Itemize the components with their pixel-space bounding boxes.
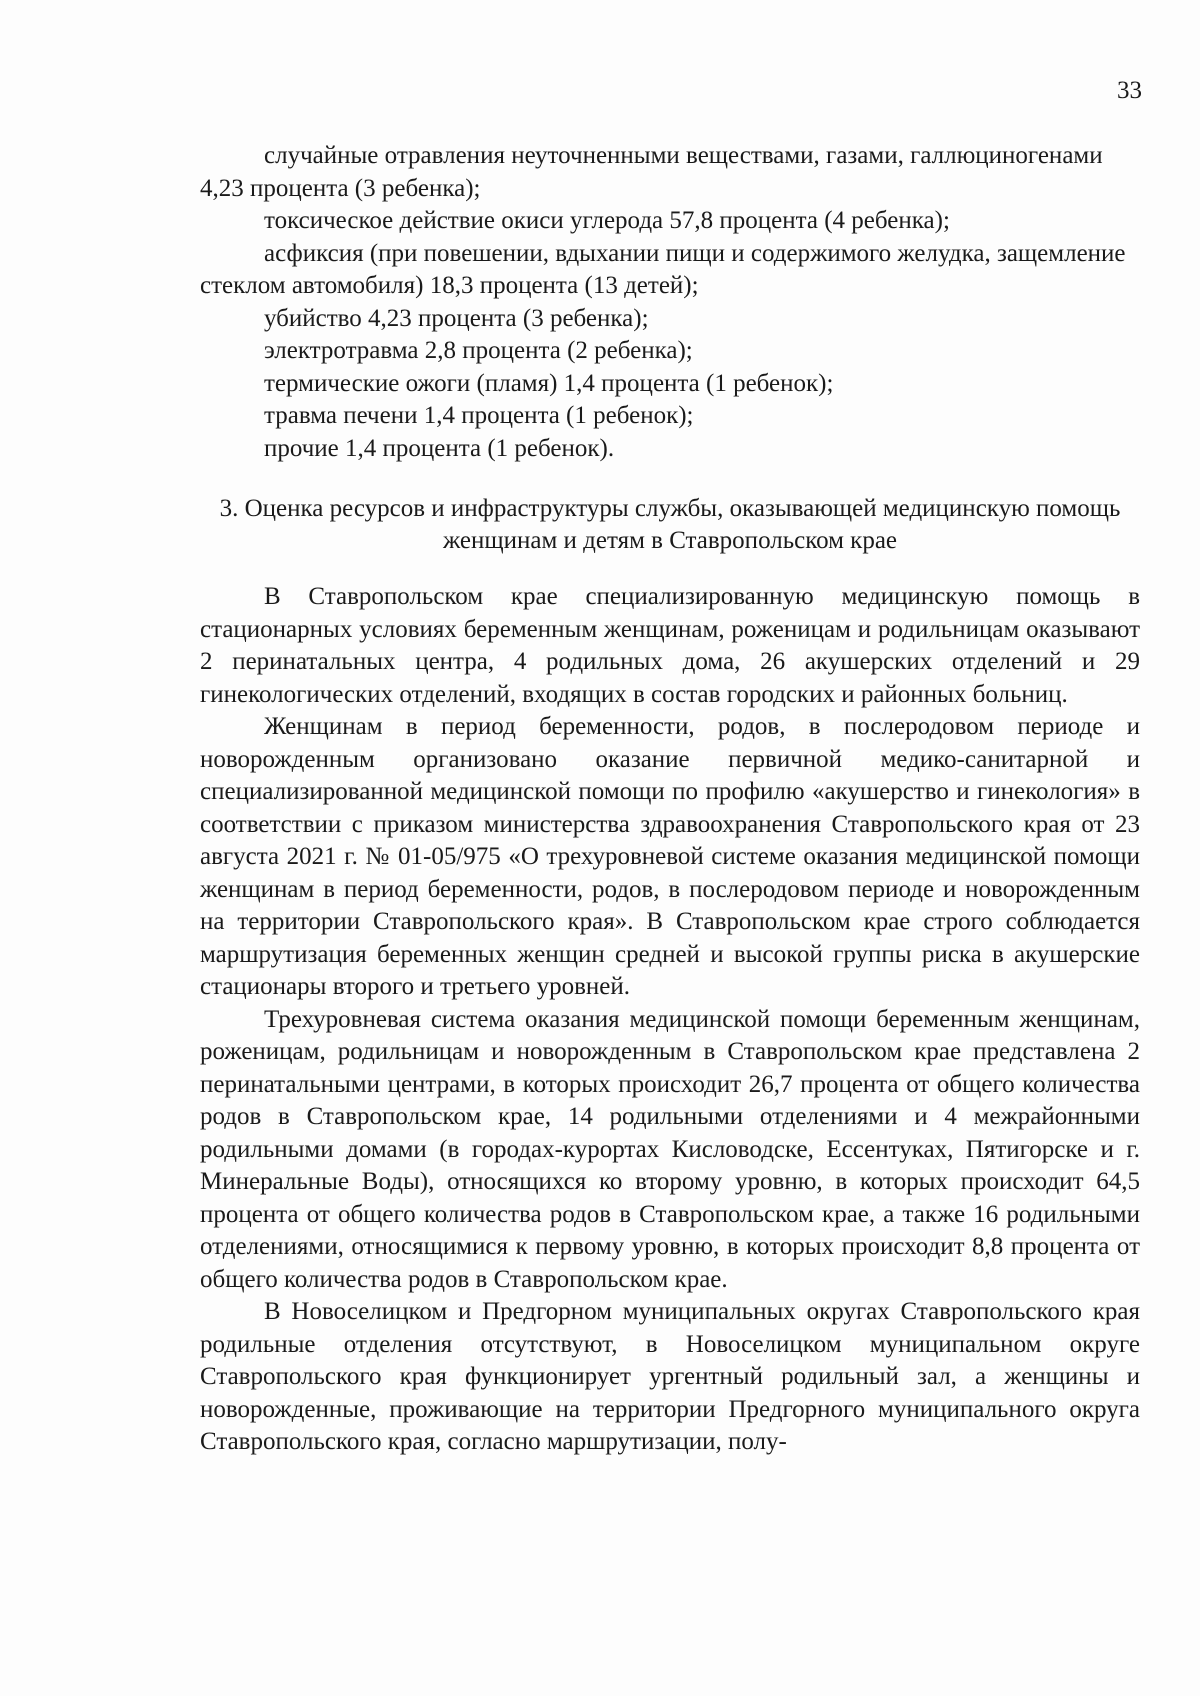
- paragraph: В Новоселицком и Предгорном муниципальных округах Ставропольского края родильные отделения отсутствуют, в Новоселицком муниципальном округе Ставропольского края функционирует ургентный родильный зал, а женщины и новорожденные, проживающие на территории Предгорного муниципального округа Ставропольского края, согласно маршрутизации, полу-: [200, 1298, 1140, 1455]
- list-item: токсическое действие окиси углерода 57,8 процента (4 ребенка);: [264, 207, 950, 234]
- list-item: случайные отравления неуточненными веществами, газами, галлюциногенами 4,23 процента (3 ребенка);: [200, 142, 1103, 202]
- list-item: убийство 4,23 процента (3 ребенка);: [264, 304, 649, 332]
- list-item: травма печени 1,4 процента (1 ребенок);: [264, 402, 694, 429]
- list-item: прочие 1,4 процента (1 ребенок).: [264, 434, 615, 462]
- list-item: термические ожоги (пламя) 1,4 процента (1 ребенок);: [264, 369, 834, 397]
- list-item: асфиксия (при повешении, вдыхании пищи и содержимого желудка, защемление стеклом автомобиля) 18,3 процента (13 детей);: [200, 239, 1126, 299]
- paragraph: В Ставропольском крае специализированную медицинскую помощь в стационарных условиях беременным женщинам, роженицам и родильницам оказывают 2 перинатальных центра, 4 родильных дома, 26 акушерских отделений и 29 гинекологических отделений, входящих в состав городских и районных больниц.: [200, 583, 1140, 708]
- page-content: [200, 140, 1140, 1459]
- paragraph: Трехуровневая система оказания медицинской помощи беременным женщинам, роженицам, родильницам и новорожденным в Ставропольском крае представлена 2 перинатальными центрами, в которых происходит 26,7 процента от общего количества родов в Ставропольском крае, 14 родильными отделениями и 4 межрайонными родильными домами (в городах-курортах Кисловодске, Ессентуках, Пятигорске и г. Минеральные Воды), относящихся ко второму уровню, в которых происходит 64,5 процента от общего количества родов в Ставропольском крае, а также 16 родильными отделениями, относящимися к первому уровню, в которых происходит 8,8 процента от общего количества родов в Ставропольском крае.: [200, 1005, 1140, 1293]
- paragraph: Женщинам в период беременности, родов, в послеродовом периоде и новорожденным организовано оказание первичной медико-санитарной и специализированной медицинской помощи по профилю «акушерство и гинекология» в соответствии с приказом министерства здравоохранения Ставропольского края от 23 августа 2021 г. № 01-05/975 «О трехуровневой системе оказания медицинской помощи женщинам в период беременности, родов, в послеродовом периоде и новорожденным на территории Ставропольского края». В Ставропольском крае строго соблюдается маршрутизация беременных женщин средней и высокой группы риска в акушерские стационары второго и третьего уровней.: [200, 713, 1140, 1000]
- list-item: электротравма 2,8 процента (2 ребенка);: [264, 337, 693, 364]
- page-number: 33: [1117, 77, 1142, 104]
- section-heading: 3. Оценка ресурсов и инфраструктуры службы, оказывающей медицинскую помощь женщинам и детям в Ставропольском крае: [219, 495, 1121, 554]
